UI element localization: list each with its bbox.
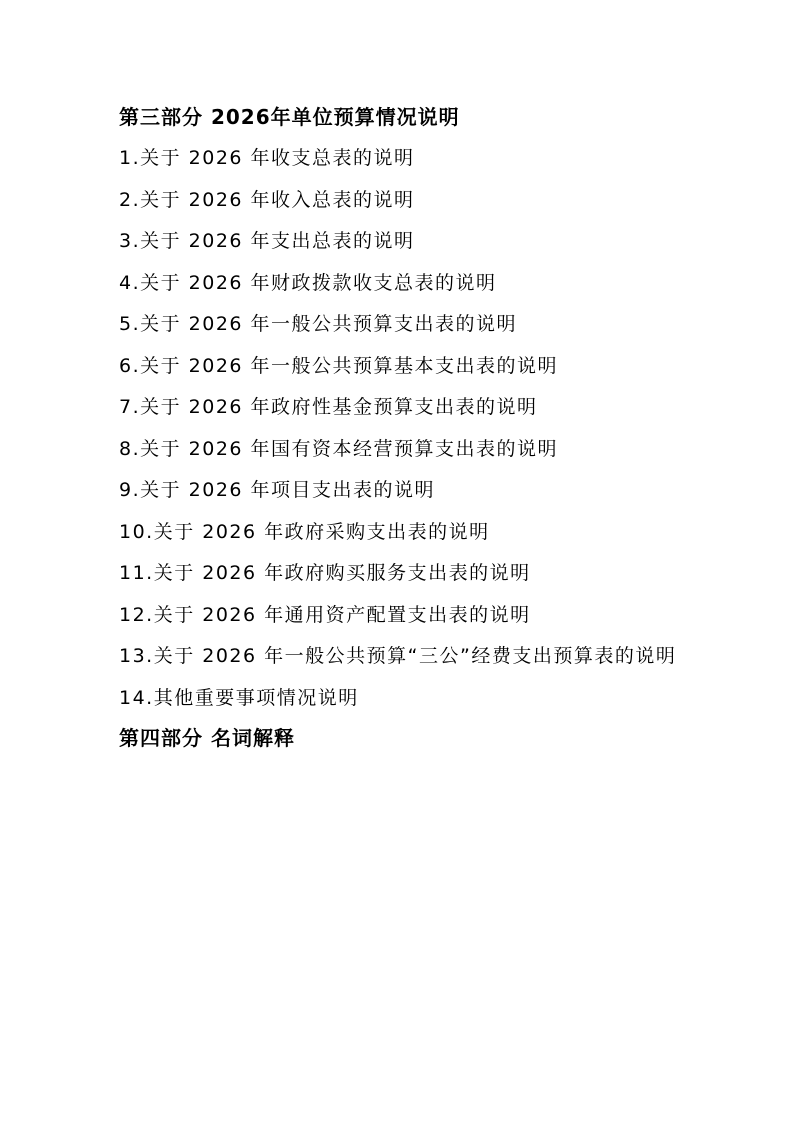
list-item: 2.关于 2026 年收入总表的说明 bbox=[119, 188, 415, 211]
list-item: 13.关于 2026 年一般公共预算“三公”经费支出预算表的说明 bbox=[119, 645, 677, 667]
part3-item-list bbox=[119, 138, 689, 719]
list-item: 14.其他重要事项情况说明 bbox=[119, 686, 359, 709]
part4-heading: 第四部分 名词解释 bbox=[119, 726, 295, 750]
list-item: 3.关于 2026 年支出总表的说明 bbox=[119, 230, 415, 252]
list-item: 12.关于 2026 年通用资产配置支出表的说明 bbox=[119, 603, 531, 626]
list-item: 6.关于 2026 年一般公共预算基本支出表的说明 bbox=[119, 354, 559, 377]
list-item: 11.关于 2026 年政府购买服务支出表的说明 bbox=[119, 562, 531, 584]
list-item: 5.关于 2026 年一般公共预算支出表的说明 bbox=[119, 313, 518, 335]
document-page bbox=[119, 98, 689, 757]
list-item: 7.关于 2026 年政府性基金预算支出表的说明 bbox=[119, 396, 538, 418]
list-item: 9.关于 2026 年项目支出表的说明 bbox=[119, 479, 436, 501]
part3-heading: 第三部分 2026年单位预算情况说明 bbox=[119, 105, 460, 129]
list-item: 8.关于 2026 年国有资本经营预算支出表的说明 bbox=[119, 437, 559, 460]
list-item: 10.关于 2026 年政府采购支出表的说明 bbox=[119, 520, 490, 543]
list-item: 1.关于 2026 年收支总表的说明 bbox=[119, 147, 415, 169]
list-item: 4.关于 2026 年财政拨款收支总表的说明 bbox=[119, 271, 497, 294]
